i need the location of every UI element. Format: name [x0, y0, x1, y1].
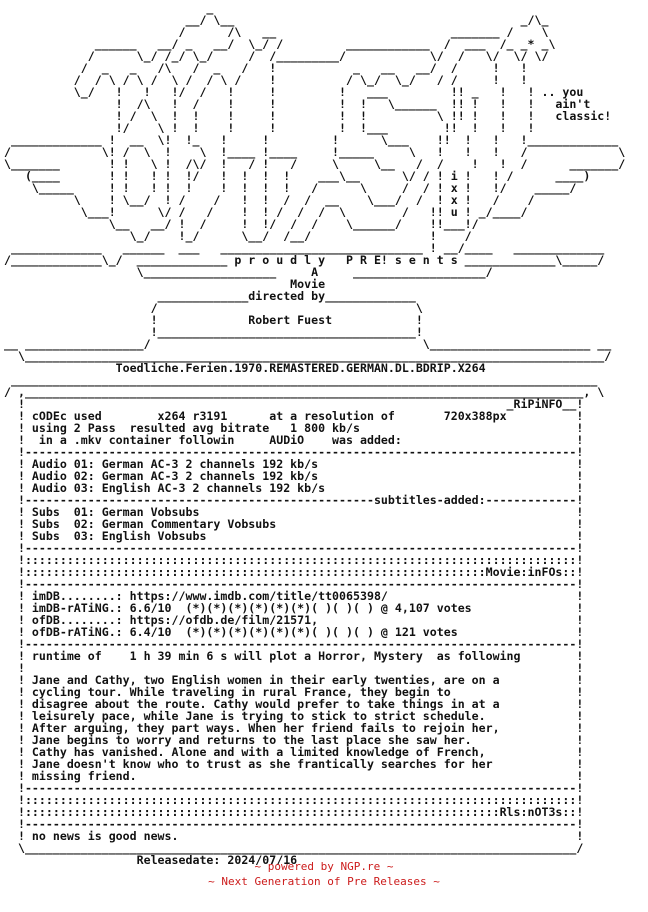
movie-infos-header: !::::::::::::::::::::::::::::::::::::::::::::::::::::::::::::::::::Movie:inFOs::! — [4, 565, 584, 579]
plot-line: ! Jane and Cathy, two English women in their early twenties, are on a ! — [4, 673, 584, 687]
nfo-line: \_______ ! ! \ ! /\/ ! / ! / \ \__ / / ! ! / _______/ — [4, 157, 626, 171]
nfo-line: / /\ __ _______ / \ — [4, 25, 549, 39]
nfo-line: _____________ ______ ___ _____________________________ ! __/____ _____________ — [4, 241, 605, 255]
audio-track: ! Audio 02: German AC-3 2 channels 192 kb/s ! — [4, 469, 584, 483]
plot-line: ! disagree about the route. Cathy would prefer to take things in at a ! — [4, 697, 584, 711]
divider: !-------------------------------------------------------------------------------! — [4, 445, 584, 459]
release-notes: ! no news is good news. ! — [4, 829, 584, 843]
powered-by-text: ~ powered by NGP.re ~ — [254, 860, 394, 873]
nfo-line: (____ ! ! ! ! !/ ! ! ! ! ___\__ \/ / ! i ! ! / ____) — [4, 169, 591, 183]
nfo-line: /_____________\_/ _____________ p r o u d l y P R E! s e n t s _____________\_____/ — [4, 253, 605, 267]
nfo-line: \__ __/ ! / ! !/ / / \______/ !!___!/ — [4, 217, 479, 231]
release-name: Toedliche.Ferien.1970.REMASTERED.GERMAN.DL.BDRIP.X264 — [4, 361, 486, 375]
nfo-line: / \_/ /_/ \_/ / /_________/ \/ / \/ \/ \/ — [4, 49, 549, 63]
release-date: Releasedate: 2024/07/16 — [4, 853, 298, 867]
release-notes-header: !::::::::::::::::::::::::::::::::::::::::::::::::::::::::::::::::::::Rls:nOT3s::! — [4, 805, 584, 819]
divider: !-------------------------------------------------------------------------------! — [4, 541, 584, 555]
nfo-line: __ _________________/ \_______________________ __ — [4, 337, 612, 351]
plot-line: ! missing friend. ! — [4, 769, 584, 783]
nfo-line: !_____________________________________! — [4, 325, 423, 339]
divider: !-------------------------------------------------------------------------------! — [4, 817, 584, 831]
nfo-line: \___________________ A ___________________/ — [4, 265, 493, 279]
nfo-line: \_/ !_/ \__/ /__/ ! / — [4, 229, 472, 243]
plot-line: ! leisurely pace, while Jane is trying to stick to strict schedule. ! — [4, 709, 584, 723]
nfo-line: \___________________________________________________________________________________/ — [4, 349, 612, 363]
bitrate-line: ! using 2 Pass resulted avg bitrate 1 800 kb/s ! — [4, 421, 584, 435]
nfo-line: ! /\ ! / ! ! ! ! \______ !! ! ! ! ain't — [4, 97, 591, 111]
nfo-line: ______ __/ _ __/ \_/ / ____________ / ___ /_ _* _\ — [4, 37, 556, 51]
divider: !-------------------------------------------------------------------------------! — [4, 781, 584, 795]
imdb-link: ! imDB........: https://www.imdb.com/title/tt0065398/ ! — [4, 589, 584, 603]
plot-line: ! Jane begins to worry and returns to the last place she saw her. ! — [4, 733, 584, 747]
dotted-divider: !:::::::::::::::::::::::::::::::::::::::::::::::::::::::::::::::::::::::::::::::! — [4, 553, 584, 567]
nfo-line: / \ — [4, 301, 423, 315]
codec-line: ! cODEc used x264 r3191 at a resolution of 720x388px ! — [4, 409, 584, 423]
nfo-line: / ,________________________________________________________________________________, \ — [4, 385, 605, 399]
ripinfo-header: ! _RiPiNFO__! — [4, 397, 584, 411]
subtitle-track: ! Subs 02: German Commentary Vobsubs ! — [4, 517, 584, 531]
divider: !-------------------------------------------------------------------------------! — [4, 577, 584, 591]
container-line: ! in a .mkv container followin AUDiO was added: ! — [4, 433, 584, 447]
divider: !-------------------------------------------------------------------------------! — [4, 637, 584, 651]
nfo-line: _____________ ! __ \! !_ ! ! ! \___ !! ! ! !_____________ — [4, 133, 619, 147]
plot-line: ! Cathy has vanished. Alone and with a limited knowledge of French, ! — [4, 745, 584, 759]
nfo-line: / _ _ /\ / _ / ! _ __ __/ / ! ! — [4, 61, 528, 75]
nfo-line: __/ \__ _/\_ — [4, 13, 549, 27]
runtime-line: ! runtime of 1 h 39 min 6 s will plot a Horror, Mystery as following ! — [4, 649, 584, 663]
nfo-line: ! Robert Fuest ! — [4, 313, 423, 327]
plot-line: ! cycling tour. While traveling in rural France, they begin to ! — [4, 685, 584, 699]
nfo-line: !/ \ ! ! ! ! ! !___ !! ! ! ! — [4, 121, 535, 135]
nfo-line: ____________________________________________________________________________________ — [4, 373, 598, 387]
nfo-line: / \! / \ ! \ !____ !____ !_____ \ ! ! ! / \ — [4, 145, 626, 159]
plot-line: ! After arguing, they part ways. When her friend fails to rejoin her, ! — [4, 721, 584, 735]
plot-line: ! Jane doesn't know who to trust as she frantically searches for her ! — [4, 757, 584, 771]
nfo-line: Movie — [4, 277, 326, 291]
nfo-line: / / \ / \ / \ / / \ / ! / \_/ \_/ / / ! ! — [4, 73, 528, 87]
ofdb-link: ! ofDB........: https://ofdb.de/film/21571, ! — [4, 613, 584, 627]
nfo-text-block — [4, 2, 648, 866]
dotted-divider: !:::::::::::::::::::::::::::::::::::::::::::::::::::::::::::::::::::::::::::::::! — [4, 793, 584, 807]
subtitles-header: !--------------------------------------------------subtitles-added:-------------! — [4, 493, 584, 507]
nfo-line: _ — [4, 1, 214, 15]
ofdb-rating: ! ofDB-rATiNG.: 6.4/10 (*)(*)(*)(*)(*)(*)( )( )( ) @ 121 votes ! — [4, 625, 584, 639]
box-bottom: \_______________________________________________________________________________/ — [4, 841, 584, 855]
audio-track: ! Audio 01: German AC-3 2 channels 192 kb/s ! — [4, 457, 584, 471]
subtitle-track: ! Subs 03: English Vobsubs ! — [4, 529, 584, 543]
nfo-line: \ ! \__/ ! / / ! ! / / __ \___/ / ! x ! / / — [4, 193, 535, 207]
subtitle-track: ! Subs 01: German Vobsubs ! — [4, 505, 584, 519]
audio-track: ! Audio 03: English AC-3 2 channels 192 kb/s ! — [4, 481, 584, 495]
nfo-line: _____________directed by_____________ — [4, 289, 416, 303]
imdb-rating: ! imDB-rATiNG.: 6.6/10 (*)(*)(*)(*)(*)(*)( )( )( ) @ 4,107 votes ! — [4, 601, 584, 615]
tagline-text: ~ Next Generation of Pre Releases ~ — [208, 875, 440, 888]
site-footer — [0, 859, 648, 889]
nfo-line: \_/ ! ! !/ / ! ! ! ___ !! _ ! ! .. you — [4, 85, 584, 99]
nfo-line: \_____ ! ! ! ! ! ! ! ! ! / \ / / ! x ! !/ _____/ — [4, 181, 577, 195]
nfo-line: \___! \/ / / ! ! / / / \ / !! u ! _/____/ — [4, 205, 528, 219]
blank-line: ! ! — [4, 661, 584, 675]
nfo-line: ! / \ ! ! ! ! ! ! \ !! ! ! ! classic! — [4, 109, 612, 123]
